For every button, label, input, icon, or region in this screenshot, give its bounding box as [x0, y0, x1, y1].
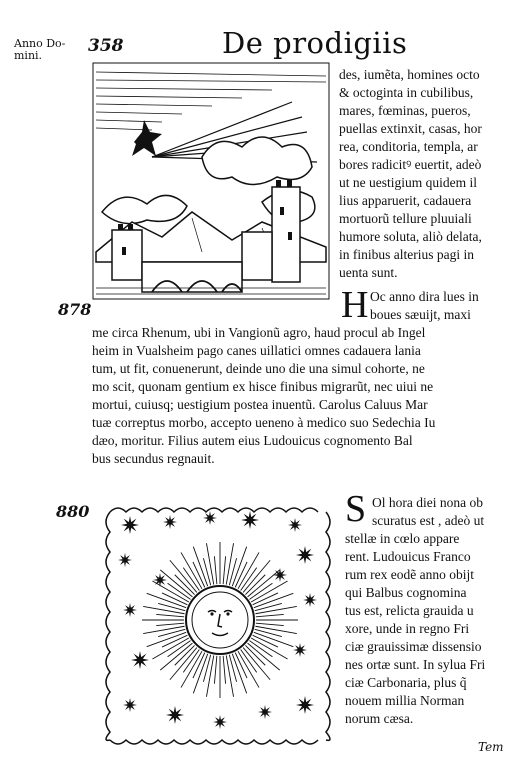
body-line: mortui, cuiusq; uestigium postea inuentũ. Carolus Caluus Mar	[92, 397, 428, 412]
body-line: bus secundus regnauit.	[92, 451, 215, 466]
column-line: mares, fœminas, pueros,	[339, 103, 471, 118]
column-line: ut ne uestigium quidem il	[339, 175, 477, 190]
column-line: in finibus alterius pagi in	[339, 247, 474, 262]
star-icon	[121, 516, 139, 534]
sun-ray	[251, 581, 287, 602]
column-line: humore soluta, aliò delata,	[339, 229, 482, 244]
page-number: 358	[88, 36, 124, 56]
column-line: nouem millia Norman	[345, 693, 465, 708]
body-line: dæo, moritur. Filius autem eius Ludouicus cognomento Bal	[92, 433, 413, 448]
sun-ray	[181, 651, 202, 687]
margin-note-line2: mini.	[14, 49, 43, 62]
sun-ray	[223, 556, 225, 584]
comet-storm-woodcut-image	[92, 62, 330, 300]
sun-ray	[143, 606, 184, 613]
column-line: norum cæsa.	[345, 711, 414, 726]
body-line: me circa Rhenum, ubi in Vangionũ agro, haud procul ab Ingel	[92, 325, 426, 340]
margin-note	[14, 38, 65, 62]
sun-ray	[206, 655, 213, 696]
star-icon	[118, 553, 132, 567]
body-line: tum, ut fit, conuenerunt, deinde uno die una simul cohorte, ne	[92, 361, 425, 376]
column-line: nes ortæ sunt. In sylua Fri	[345, 657, 486, 672]
catchword: Tem	[478, 740, 504, 754]
sun-ray	[156, 623, 184, 625]
star-icon	[123, 698, 137, 712]
star-icon	[241, 511, 259, 529]
star-icon	[153, 573, 167, 587]
star-icon	[303, 593, 317, 607]
sun-ray	[226, 655, 233, 696]
woodcut-comet-storm	[92, 62, 330, 300]
body-line: heim in Vualsheim pago canes uillatici omnes cadauera lania	[92, 343, 421, 358]
column-line: ciæ grauissimæ dissensio	[345, 639, 482, 654]
sun-ray	[206, 543, 213, 584]
year-marker: 878	[58, 300, 92, 319]
column-line: des, iumẽta, homines octo	[339, 67, 480, 82]
sun-ray	[238, 552, 259, 588]
sun-ray	[152, 638, 188, 659]
column-line: uenta sunt.	[339, 265, 398, 280]
margin-note-line1: Anno Do-	[14, 37, 66, 50]
column-line: rum rex eodẽ anno obijt	[345, 567, 474, 582]
column-line: puellas extinxit, casas, hor	[339, 121, 482, 136]
column-line: xore, unde in regno Fri	[345, 621, 470, 636]
column-line: & octoginta in cubilibus,	[339, 85, 474, 100]
star-icon	[258, 705, 272, 719]
sun-ray	[226, 543, 233, 584]
column-line: rea, conditoria, templa, ar	[339, 139, 478, 154]
star-icon	[296, 696, 314, 714]
year-marker: 880	[56, 502, 90, 521]
star-icon	[213, 715, 227, 729]
body-line: tuæ correptus morbo, accepto ueneno à medico suo Sedechia Iu	[92, 415, 436, 430]
sun-ray	[214, 656, 216, 684]
star-icon	[131, 651, 149, 669]
star-icon	[288, 518, 302, 532]
column-line: mortuorũ tellure pluuiali	[339, 211, 472, 226]
sun-ray	[152, 581, 188, 602]
sun-ray	[238, 651, 259, 687]
sun-ray	[214, 556, 216, 584]
sun-ray	[256, 623, 284, 625]
dropcap-line: Ol hora diei nona ob	[372, 495, 483, 510]
sun-ray	[223, 656, 225, 684]
star-icon	[293, 643, 307, 657]
dropcap-line: boues sæuijt, maxi	[370, 307, 471, 322]
column-line: bores radicitꝰ euertit, adeò	[339, 157, 482, 172]
running-title: De prodigiis	[222, 26, 408, 60]
drop-cap: H	[341, 284, 369, 326]
woodcut-sun-stars	[100, 500, 336, 750]
sun-ray	[156, 614, 184, 616]
column-line: ciæ Carbonaria, plus q̃	[345, 675, 467, 690]
sun-ray	[181, 552, 202, 588]
column-line: tus est, relicta grauida u	[345, 603, 474, 618]
column-line: lius apparuerit, cadauera	[339, 193, 472, 208]
sun-ray	[251, 638, 287, 659]
sun-ray	[255, 626, 296, 633]
dropcap-line: Oc anno dira lues in	[370, 289, 479, 304]
star-icon	[296, 546, 314, 564]
star-icon	[273, 568, 287, 582]
sun-ray	[256, 614, 284, 616]
sun-ray	[255, 606, 296, 613]
dropcap-line: scuratus est , adeò ut	[372, 513, 485, 528]
star-icon	[166, 706, 184, 724]
column-line: qui Balbus cognomina	[345, 585, 467, 600]
star-icon	[163, 515, 177, 529]
star-icon	[123, 603, 137, 617]
sun-stars-woodcut-image	[100, 500, 336, 750]
column-line: stellæ in cœlo appare	[345, 531, 460, 546]
column-line: rent. Ludouicus Franco	[345, 549, 471, 564]
body-line: mo scit, quonam gentium ex hisce finibus migrarũt, nec uiui ne	[92, 379, 434, 394]
drop-cap: S	[345, 488, 367, 530]
star-icon	[203, 511, 217, 525]
sun-ray	[143, 626, 184, 633]
